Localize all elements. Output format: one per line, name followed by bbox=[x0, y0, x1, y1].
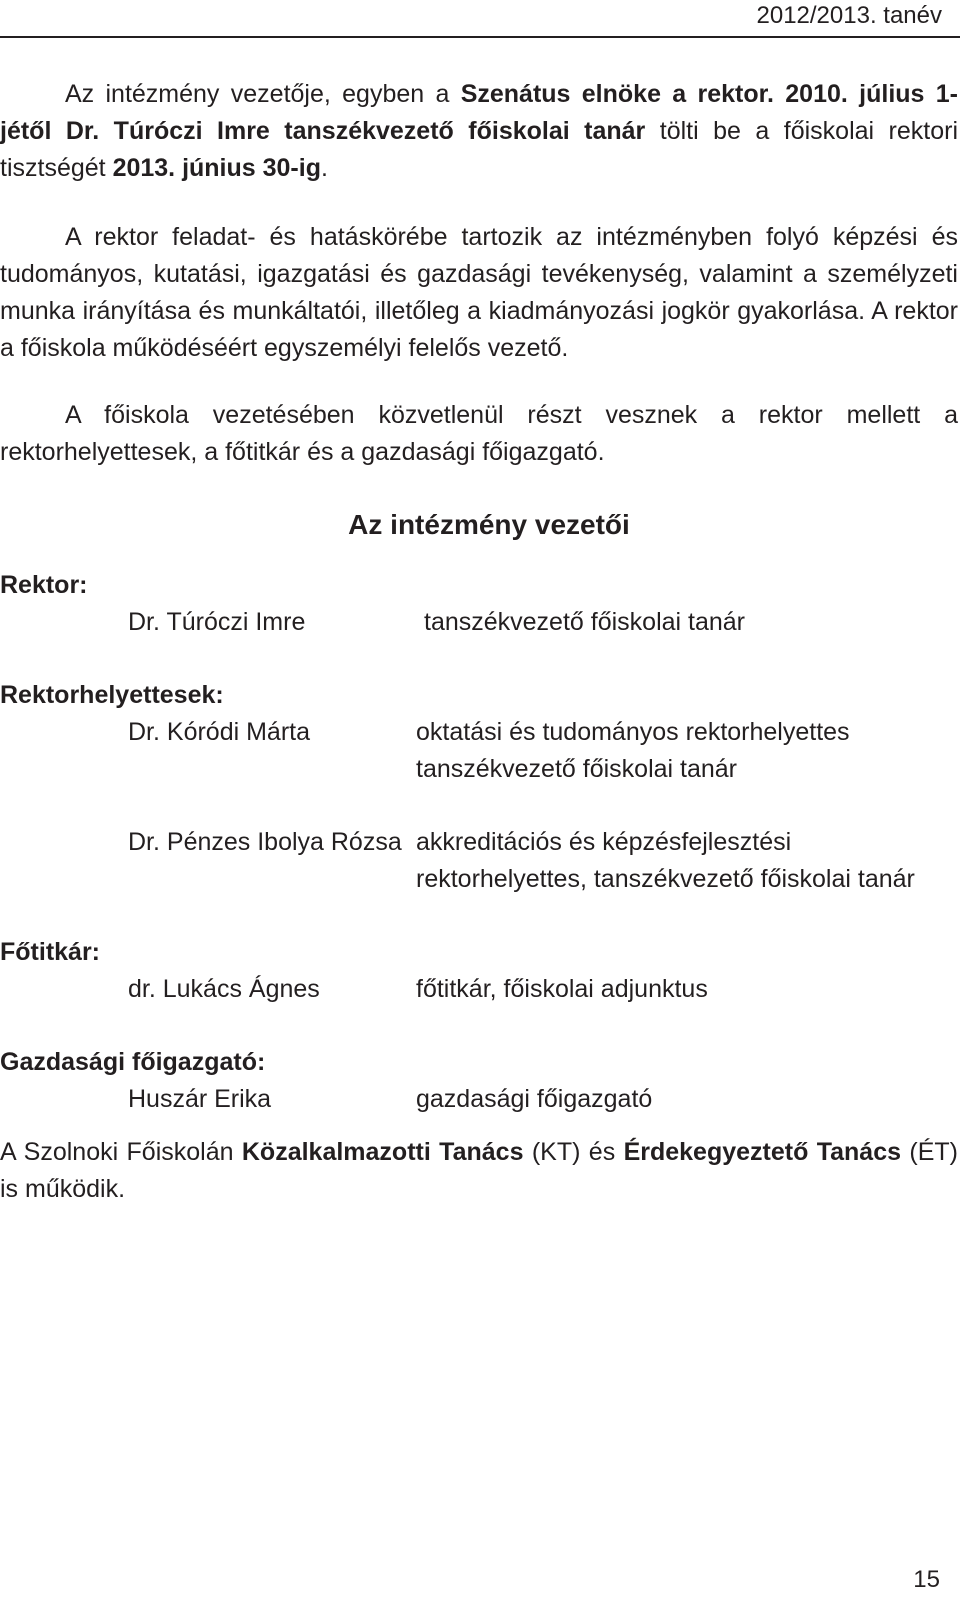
vice-rector-name: Dr. Kóródi Márta bbox=[128, 718, 311, 746]
running-header-year: 2012/2013. tanév bbox=[756, 2, 942, 29]
text-run: (ÉT) is működik. bbox=[0, 1138, 958, 1203]
vice-rector-row bbox=[0, 824, 958, 898]
secretary-label: Főtitkár: bbox=[0, 938, 100, 966]
section-title: Az intézmény vezetői bbox=[348, 509, 630, 540]
secretary-row bbox=[0, 971, 958, 1008]
bold-run: Közalkalmazotti Tanács bbox=[241, 1138, 524, 1166]
secretary-name: dr. Lukács Ágnes bbox=[128, 975, 320, 1003]
secretary-desc: főtitkár, főiskolai adjunktus bbox=[416, 975, 708, 1003]
finance-director-name: Huszár Erika bbox=[128, 1085, 272, 1113]
rector-row bbox=[0, 604, 958, 641]
header-rule bbox=[0, 36, 960, 38]
vice-rector-desc: oktatási és tudományos rektorhelyettes tanszékvezető főiskolai tanár bbox=[416, 718, 850, 783]
finance-director-label: Gazdasági főigazgató: bbox=[0, 1048, 266, 1076]
finance-director-row bbox=[0, 1081, 958, 1118]
bold-run: 2013. június 30-ig bbox=[112, 154, 321, 182]
text-run: tölti be a főiskolai rektori tisztségét bbox=[0, 117, 959, 182]
rector-name: Dr. Túróczi Imre bbox=[128, 608, 306, 636]
rector-label: Rektor: bbox=[0, 571, 88, 599]
text-run: Az intézmény vezetője, egyben a bbox=[65, 80, 461, 108]
bold-run: Érdekegyeztető Tanács bbox=[623, 1138, 902, 1166]
text-run: A Szolnoki Főiskolán bbox=[0, 1138, 242, 1166]
text-run: (KT) és bbox=[523, 1138, 624, 1166]
page-number: 15 bbox=[913, 1566, 940, 1593]
intro-paragraph-1 bbox=[0, 76, 958, 187]
rector-desc: tanszékvezető főiskolai tanár bbox=[424, 608, 746, 636]
intro-paragraph-3: A főiskola vezetésében közvetlenül részt vesznek a rektor mellett a rektorhelyettesek, a főtitkár és a gazdasági főigazgató. bbox=[0, 401, 958, 466]
intro-paragraph-2: A rektor feladat- és hatáskörébe tartozik az intézményben folyó képzési és tudományos, kutatási, igazgatási és gazdasági tevékenység, valamint a személyzeti munka irányítása és munkáltatói, illetőleg a kiadmányozási jogkör gyakorlása. A rektor a főiskola működéséért egyszemélyi felelős vezető. bbox=[0, 223, 958, 362]
closing-paragraph bbox=[0, 1134, 958, 1208]
finance-director-desc: gazdasági főigazgató bbox=[416, 1085, 653, 1113]
text-run: . bbox=[320, 154, 328, 182]
page-body bbox=[0, 76, 958, 1208]
vice-rector-desc: akkreditációs és képzésfejlesztési rektorhelyettes, tanszékvezető főiskolai tanár bbox=[416, 828, 915, 893]
vice-rector-row bbox=[0, 714, 958, 788]
bold-run: Szenátus elnöke a rektor. 2010. július 1-jétől Dr. Túróczi Imre tanszékvezető főiskolai tanár bbox=[0, 80, 958, 145]
vice-rector-name: Dr. Pénzes Ibolya Rózsa bbox=[128, 828, 402, 856]
vice-rectors-label: Rektorhelyettesek: bbox=[0, 681, 224, 709]
